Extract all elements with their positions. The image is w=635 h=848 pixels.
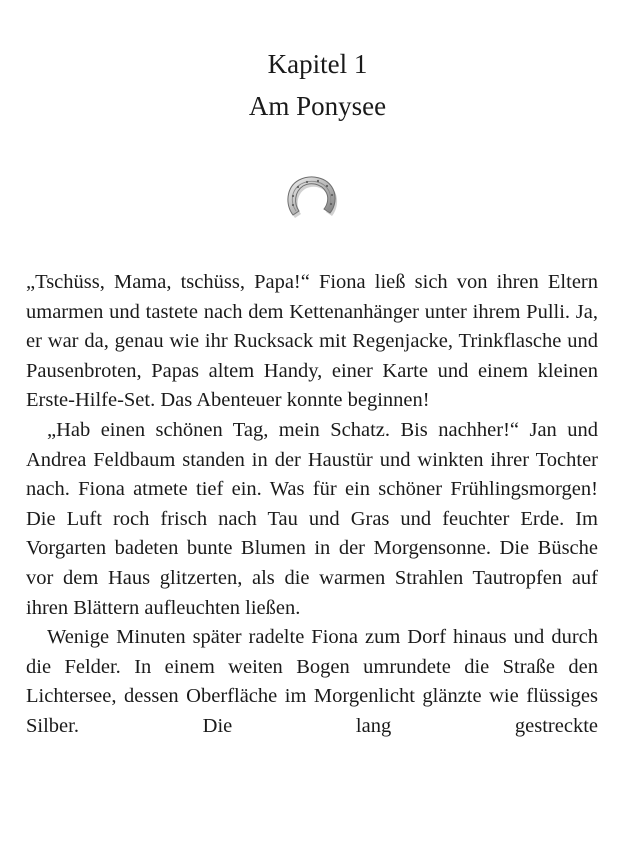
chapter-number: Kapitel 1	[267, 49, 368, 79]
paragraph-2: „Hab einen schönen Tag, mein Schatz. Bis nachher!“ Jan und Andrea Feldbaum standen in der Haustür und winkten ihrer Tochter nach. Fiona atmete tief ein. Was für ein schöner Frühlingsmorgen! Die Luft roch frisch nach Tau und Gras und feuchter Erde. Im Vorgarten badeten bunte Blumen in der Morgensonne. Die Büsche vor dem Haus glitzerten, als die warmen Strahlen Tautropfen auf ihren Blättern aufleuchten ließen.	[26, 418, 598, 619]
chapter-title: Am Ponysee	[248, 91, 387, 121]
paragraph-1: „Tschüss, Mama, tschüss, Papa!“ Fiona ließ sich von ihren Eltern umarmen und tastete nach dem Kettenanhänger unter ihrem Pulli. Ja, er war da, genau wie ihr Rucksack mit Regenjacke, Trinkflasche und Pausenbroten, Papas altem Handy, einer Karte und einem kleinen Erste-Hilfe-Set. Das Abenteuer konnte beginnen!	[26, 271, 598, 412]
chapter-body	[26, 268, 598, 742]
horseshoe-icon	[281, 171, 343, 227]
paragraph-3: Wenige Minuten später radelte Fiona zum Dorf hinaus und durch die Felder. In einem weiten Bogen umrundete die Straße den Lichtersee, dessen Oberfläche im Morgenlicht glänzte wie flüssiges Silber. Die lang gestreckte	[26, 626, 598, 737]
